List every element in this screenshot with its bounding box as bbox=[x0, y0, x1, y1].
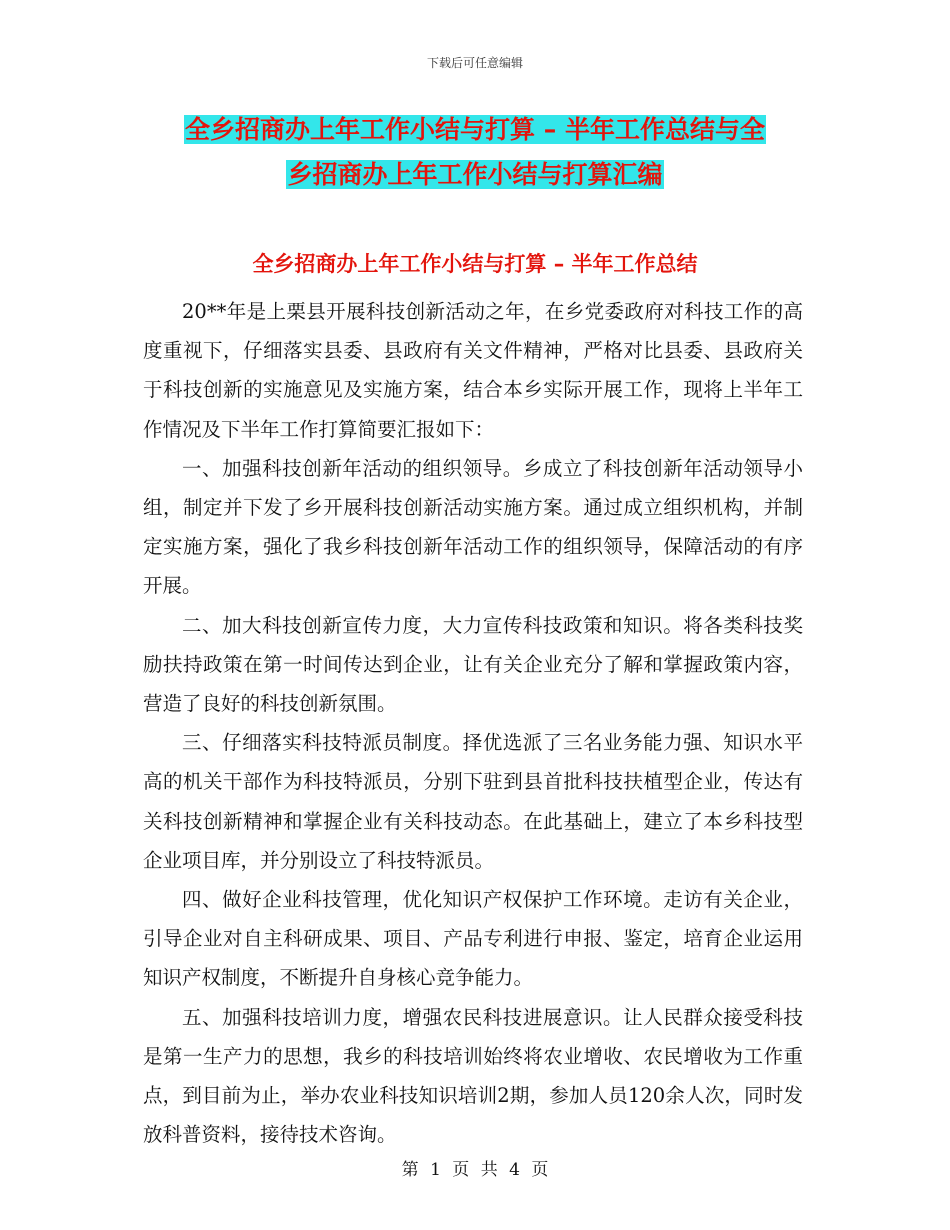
paragraph-item-1: 一、加强科技创新年活动的组织领导。乡成立了科技创新年活动领导小组，制定并下发了乡开展科技创新活动实施方案。通过成立组织机构，并制定实施方案，强化了我乡科技创新年活动工作的组织领导，保障活动的有序开展。 bbox=[143, 456, 803, 598]
page-footer: 第 1 页 共 4 页 bbox=[401, 1160, 549, 1180]
document-title-line-1 bbox=[0, 110, 950, 150]
section-subtitle: 全乡招商办上年工作小结与打算 – 半年工作总结 bbox=[252, 252, 698, 276]
paragraph-item-2: 二、加大科技创新宣传力度，大力宣传科技政策和知识。将各类科技奖励扶持政策在第一时间传达到企业，让有关企业充分了解和掌握政策内容，营造了良好的科技创新氛围。 bbox=[143, 613, 803, 716]
title-highlight-2: 乡招商办上年工作小结与打算汇编 bbox=[287, 160, 663, 189]
document-body bbox=[143, 292, 803, 1154]
header-note: 下载后可任意编辑 bbox=[426, 56, 523, 70]
paragraph-item-5: 五、加强科技培训力度，增强农民科技进展意识。让人民群众接受科技是第一生产力的思想，我乡的科技培训始终将农业增收、农民增收为工作重点，到目前为止，举办农业科技知识培训2期，参加人员120余人次，同时发放科普资料，接待技术咨询。 bbox=[143, 1005, 803, 1147]
paragraph-intro: 20**年是上栗县开展科技创新活动之年，在乡党委政府对科技工作的高度重视下，仔细落实县委、县政府有关文件精神，严格对比县委、县政府关于科技创新的实施意见及实施方案，结合本乡实际开展工作，现将上半年工作情况及下半年工作打算简要汇报如下： bbox=[143, 300, 803, 441]
paragraph-item-3: 三、仔细落实科技特派员制度。择优选派了三名业务能力强、知识水平高的机关干部作为科技特派员，分别下驻到县首批科技扶植型企业，传达有关科技创新精神和掌握企业有关科技动态。在此基础上，建立了本乡科技型企业项目库，并分别设立了科技特派员。 bbox=[143, 731, 803, 872]
document-title-line-2 bbox=[0, 155, 950, 195]
paragraph-item-4: 四、做好企业科技管理，优化知识产权保护工作环境。走访有关企业，引导企业对自主科研成果、项目、产品专利进行申报、鉴定，培育企业运用知识产权制度，不断提升自身核心竞争能力。 bbox=[143, 888, 803, 990]
title-highlight-1: 全乡招商办上年工作小结与打算 – 半年工作总结与全 bbox=[185, 115, 765, 144]
